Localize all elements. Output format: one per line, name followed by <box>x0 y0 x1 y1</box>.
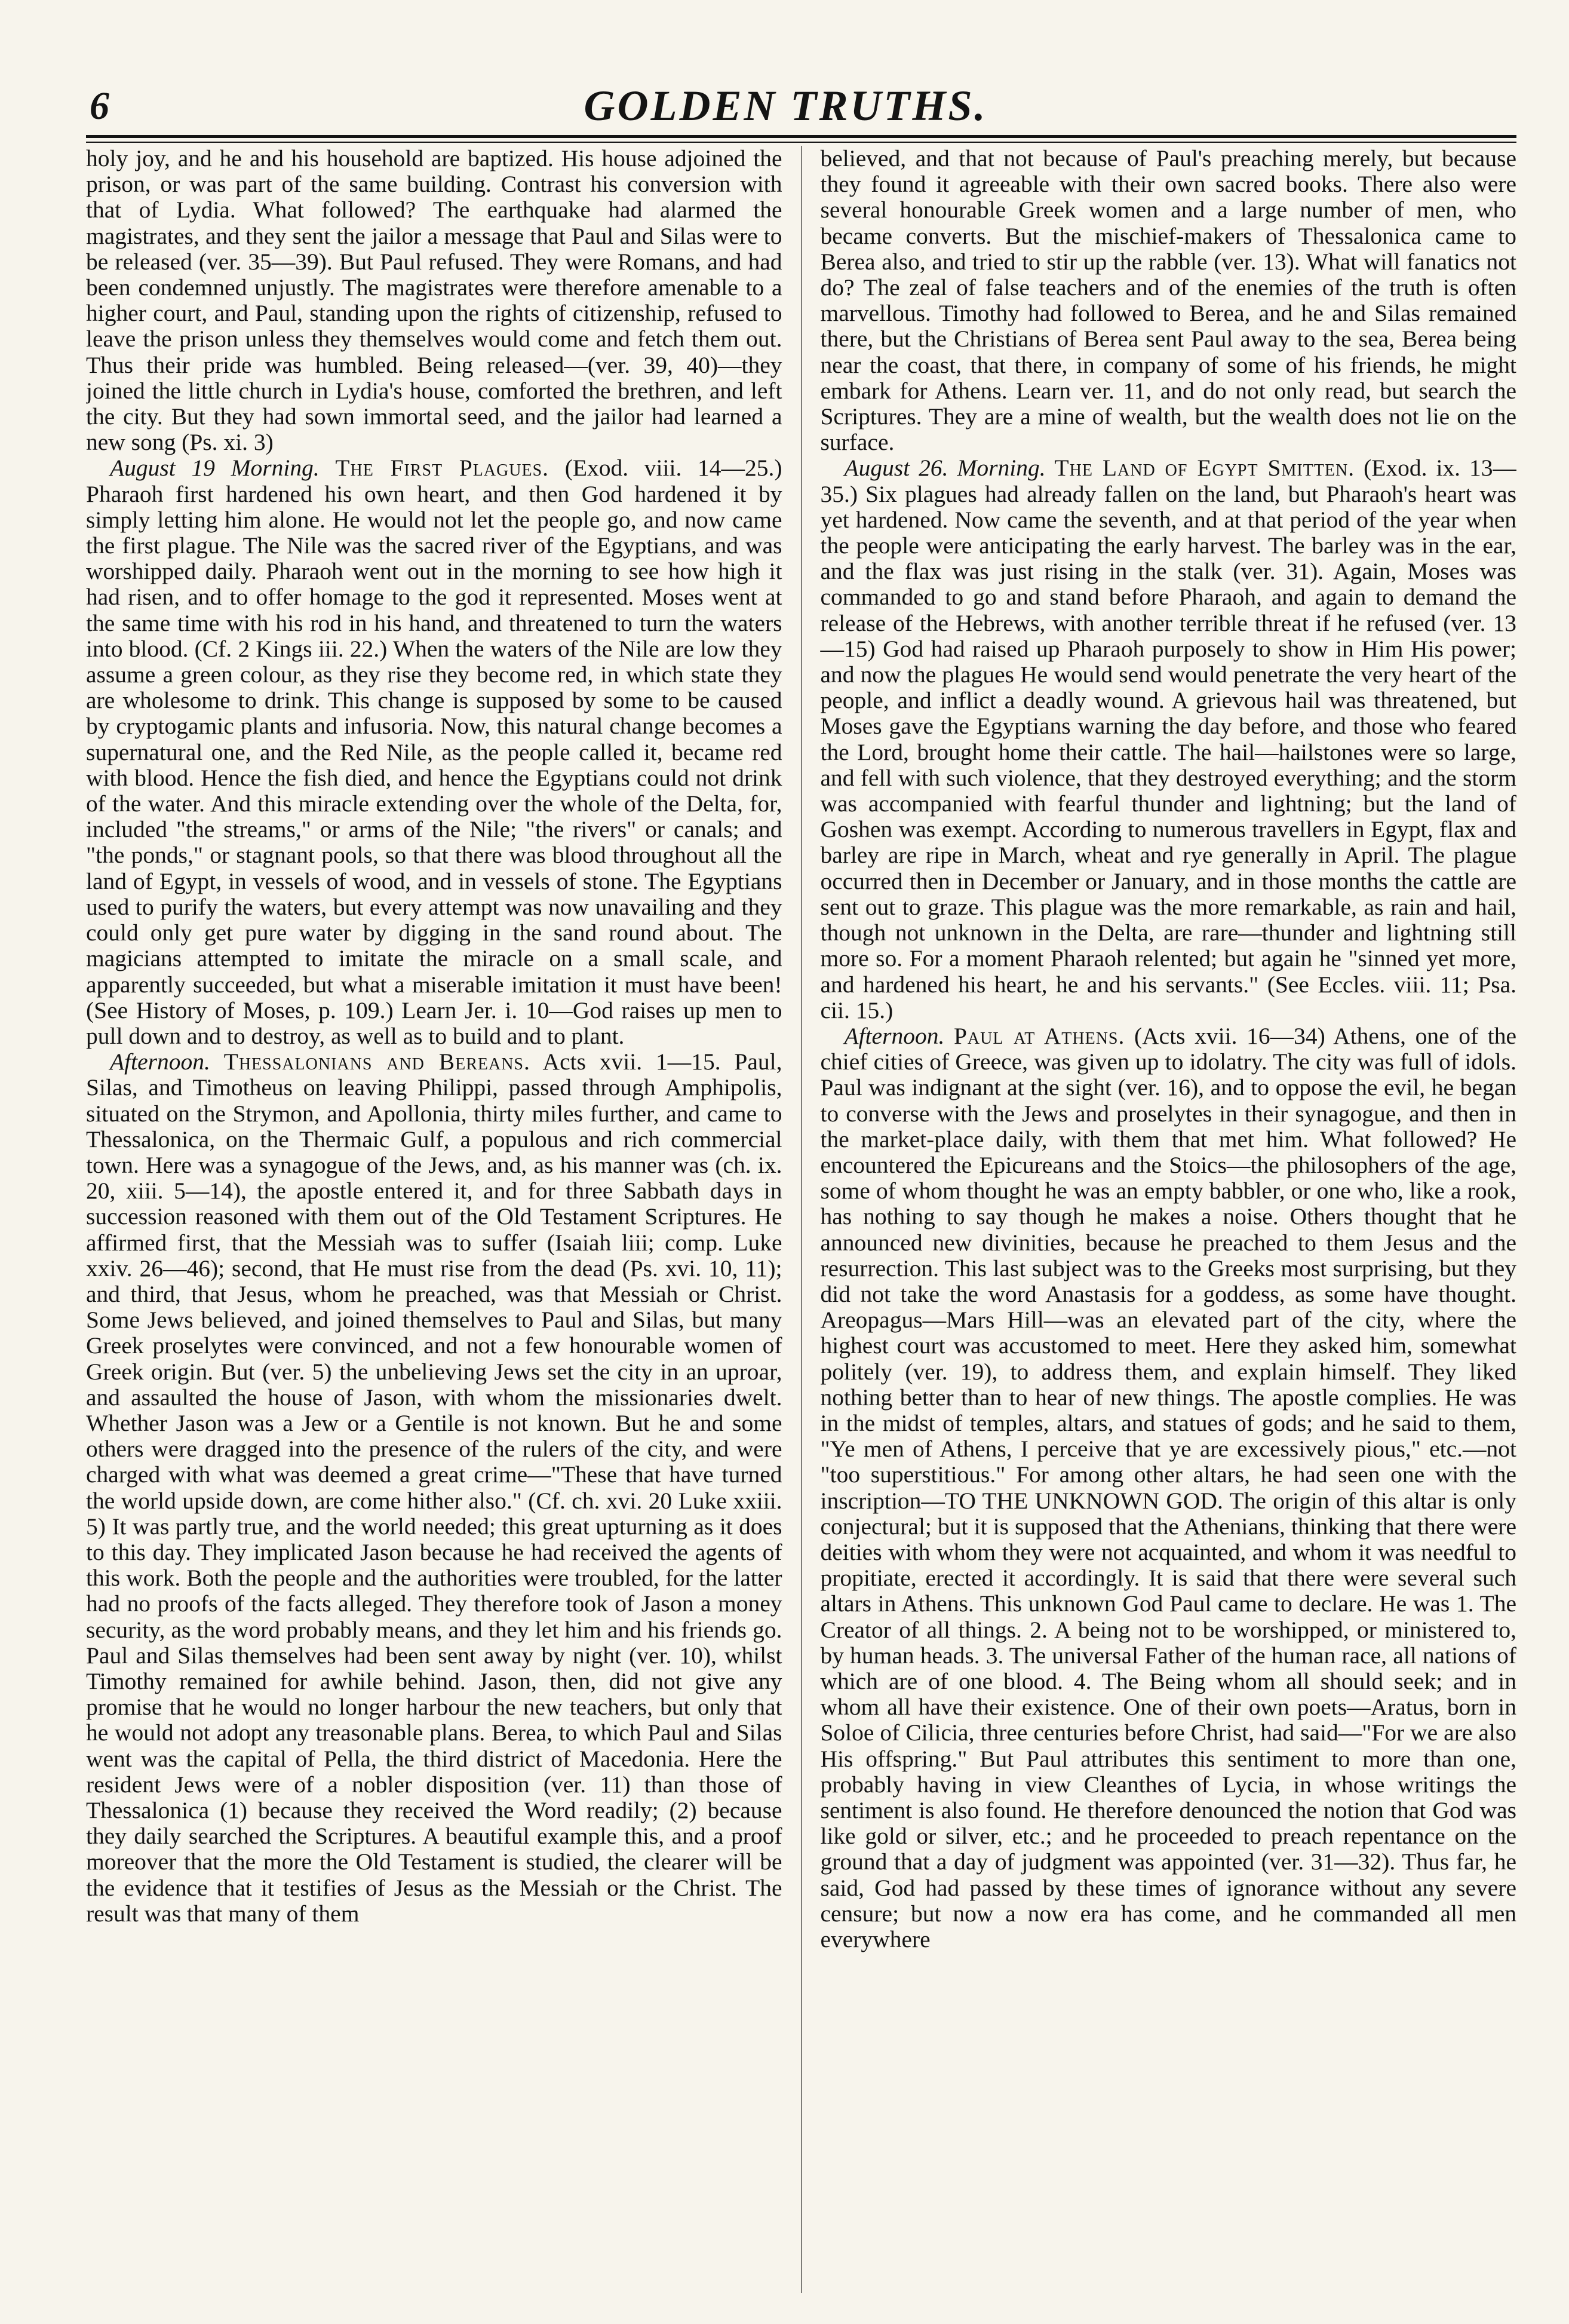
entry-title: The First Plagues. <box>335 455 549 482</box>
paragraph <box>820 455 1516 1023</box>
right-column <box>820 146 1516 2293</box>
paragraph <box>86 1049 782 1927</box>
running-title: GOLDEN TRUTHS. <box>584 82 988 130</box>
entry-session: Afternoon. <box>110 1048 210 1075</box>
page <box>55 70 1516 2293</box>
paragraph <box>820 1023 1516 1952</box>
entry-text: (Acts xvii. 16—34) Athens, one of the chief cities of Greece, was given up to idolatry. The city was full of idols. Paul was indignant at the sight (ver. 16), and to oppose the evil, he began to converse with the Jews and proselytes in their synagogue, and then in the market-place daily, with them that met him. What followed? He encountered the Epicureans and the Stoics—the philosophers of the age, some of whom thought he was an empty babbler, or one who, like a rook, has nothing to say though he makes a noise. Others thought that he announced new divinities, because he preached to them Jesus and the resurrection. This last subject was to the Greeks most surprising, but they did not take the word Anastasis for a goddess, as some have thought. Areopagus—Mars Hill—was an elevated part of the city, where the highest court was accustomed to meet. Here they asked him, somewhat politely (ver. 19), to address them, and explain himself. They liked nothing better than to hear of new things. The apostle complies. He was in the midst of temples, altars, and statues of gods; and he said to them, "Ye men of Athens, I perceive that ye are excessively pious," etc.—not "too superstitious." For among other altars, he had seen one with the inscription—TO THE UNKNOWN GOD. The origin of this altar is only conjectural; but it is supposed that the Athenians, thinking that there were deities with whom they were not acquainted, and whom it was needful to propitiate, erected it accordingly. It is said that there were several such altars in Athens. This unknown God Paul came to declare. He was 1. The Creator of all things. 2. A being not to be worshipped, or ministered to, by human heads. 3. The universal Father of the human race, all nations of which are of one blood. 4. The Being whom all should seek; and in whom all have their existence. One of their own poets—Aratus, born in Soloe of Cilicia, three centuries before Christ, had said—"For we are also His offspring." But Paul attributes this sentiment to more than one, probably having in view Cleanthes of Lycia, in whose writings the sentiment is also found. He therefore denounced the notion that God was like gold or silver, etc.; and he proceeded to preach repentance on the ground that a day of judgment was appointed (ver. 31—32). Thus far, he said, God had passed by these times of ignorance without any severe censure; but now a now era has come, and he commanded all men everywhere <box>820 1022 1516 1953</box>
entry-session: Afternoon. <box>844 1022 945 1049</box>
page-number: 6 <box>90 84 109 128</box>
text-columns <box>86 146 1516 2293</box>
entry-date: August 19 <box>110 455 215 482</box>
entry-text: Acts xvii. 1—15. Paul, Silas, and Timotheus on leaving Philippi, passed through Amphipolis, situated on the Strymon, and Apollonia, thirty miles further, and came to Thessalonica, on the Thermaic Gulf, a populous and rich commercial town. Here was a synagogue of the Jews, and, as his manner was (ch. ix. 20, xiii. 5—14), the apostle entered it, and for three Sabbath days in succession reasoned with them out of the Old Testament Scriptures. He affirmed first, that the Messiah was to suffer (Isaiah liii; comp. Luke xxiv. 26—46); second, that He must rise from the dead (Ps. xvi. 10, 11); and third, that Jesus, whom he preached, was that Messiah or Christ. Some Jews believed, and joined themselves to Paul and Silas, but many Greek proselytes were convinced, and not a few honourable women of Greek origin. But (ver. 5) the unbelieving Jews set the city in an uproar, and assaulted the house of Jason, with whom the missionaries dwelt. Whether Jason was a Jew or a Gentile is not known. But he and some others were dragged into the presence of the rulers of the city, and were charged with what was deemed a great crime—"These that have turned the world upside down, are come hither also." (Cf. ch. xvi. 20 Luke xxiii. 5) It was partly true, and the world needed; this great upturning as it does to this day. They implicated Jason because he had received the agents of this work. Both the people and the authorities were troubled, for the latter had no proofs of the facts alleged. They therefore took of Jason a money security, as the word probably means, and they let him and his friends go. Paul and Silas themselves had been sent away by night (ver. 10), whilst Timothy remained for awhile behind. Jason, then, did not give any promise that he would no longer harbour the new teachers, but only that he would not adopt any treasonable plans. Berea, to which Paul and Silas went was the capital of Pella, the third district of Macedonia. Here the resident Jews were of a nobler disposition (ver. 11) than those of Thessalonica (1) because they received the Word readily; (2) because they daily searched the Scriptures. A beautiful example this, and a proof moreover that the more the Old Testament is studied, the clearer will be the evidence that it testifies of Jesus as the Messiah or the Christ. The result was that many of them <box>86 1048 782 1927</box>
column-divider <box>801 146 802 2293</box>
entry-title: Thessalonians and Bereans. <box>223 1048 530 1075</box>
entry-session: Morning. <box>231 455 320 482</box>
entry-title: Paul at Athens. <box>953 1022 1125 1049</box>
paragraph: believed, and that not because of Paul's preaching merely, but because they found it agreeable with their own sacred books. There also were several honourable Greek women and a large number of men, who became converts. But the mischief-makers of Thessalonica came to Berea also, and tried to stir up the rabble (ver. 13). What will fanatics not do? The zeal of false teachers and of the enemies of the truth is often marvellous. Timothy had followed to Berea, and he and Silas remained there, but the Christians of Berea sent Paul away to the sea, Berea being near the coast, that there, in company of some of his friends, he might embark for Athens. Learn ver. 11, and do not only read, but search the Scriptures. They are a mine of wealth, but the wealth does not lie on the surface. <box>820 146 1516 456</box>
paragraph: holy joy, and he and his household are baptized. His house adjoined the prison, or was part of the same building. Contrast his conversion with that of Lydia. What followed? The earthquake had alarmed the magistrates, and they sent the jailor a message that Paul and Silas were to be released (ver. 35—39). But Paul refused. They were Romans, and had been condemned unjustly. The magistrates were therefore amenable to a higher court, and Paul, standing upon the rights of citizenship, refused to leave the prison unless they themselves would come and fetch them out. Thus their pride was humbled. Being released—(ver. 39, 40)—they joined the little church in Lydia's house, comforted the brethren, and left the city. But they had sown immortal seed, and the jailor had learned a new song (Ps. xi. 3) <box>86 146 782 456</box>
header-rule <box>86 135 1516 143</box>
entry-date: August 26. <box>844 455 948 482</box>
left-column <box>86 146 782 2293</box>
paragraph <box>86 455 782 1049</box>
entry-text: (Exod. ix. 13—35.) Six plagues had already fallen on the land, but Pharaoh's heart was yet hardened. Now came the seventh, and at that period of the year when the people were anticipating the early harvest. The barley was in the ear, and the flax was just rising in the stalk (ver. 31). Again, Moses was commanded to go and stand before Pharaoh, and again to demand the release of the Hebrews, with another terrible threat if he refused (ver. 13—15) God had raised up Pharaoh purposely to show in Him His power; and now the plagues He would send would penetrate the very heart of the people, and inflict a deadly wound. A grievous hail was threatened, but Moses gave the Egyptians warning the day before, and those who feared the Lord, brought home their cattle. The hail—hailstones were so large, and fell with such violence, that they destroyed everything; and the storm was accompanied with fearful thunder and lightning; but the land of Goshen was exempt. According to numerous travellers in Egypt, flax and barley are ripe in March, wheat and rye generally in April. The plague occurred then in December or January, and in those months the cattle are sent out to graze. This plague was the more remarkable, as rain and hail, though not unknown in the Delta, are rare—thunder and lightning still more so. For a moment Pharaoh relented; but again he "sinned yet more, and hardened his heart, he and his servants." (See Eccles. viii. 11; Psa. cii. 15.) <box>820 455 1516 1023</box>
page-header <box>55 70 1516 136</box>
entry-text: (Exod. viii. 14—25.) Pharaoh first hardened his own heart, and then God hardened it by simply letting him alone. He would not let the people go, and now came the first plague. The Nile was the sacred river of the Egyptians, and was worshipped daily. Pharaoh went out in the morning to see how high it had risen, and to offer homage to the god it represented. Moses went at the same time with his rod in his hand, and threatened to turn the waters into blood. (Cf. 2 Kings iii. 22.) When the waters of the Nile are low they assume a green colour, as they rise they become red, in which state they are wholesome to drink. This change is supposed by some to be caused by cryptogamic plants and infusoria. Now, this natural change becomes a supernatural one, and the Red Nile, as the people called it, became red with blood. Hence the fish died, and hence the Egyptians could not drink of the water. And this miracle extending over the whole of the Delta, for, included "the streams," or arms of the Nile; "the rivers" or canals; and "the ponds," or stagnant pools, so that there was blood throughout all the land of Egypt, in vessels of wood, and in vessels of stone. The Egyptians used to purify the waters, but every attempt was now unavailing and they could only get pure water by digging in the sand round about. The magicians attempted to imitate the miracle on a small scale, and apparently succeeded, but what a miserable imitation it must have been! (See History of Moses, p. 109.) Learn Jer. i. 10—God raises up men to pull down and to destroy, as well as to build and to plant. <box>86 455 782 1049</box>
entry-title: The Land of Egypt Smitten. <box>1054 455 1355 482</box>
entry-session: Morning. <box>957 455 1046 482</box>
